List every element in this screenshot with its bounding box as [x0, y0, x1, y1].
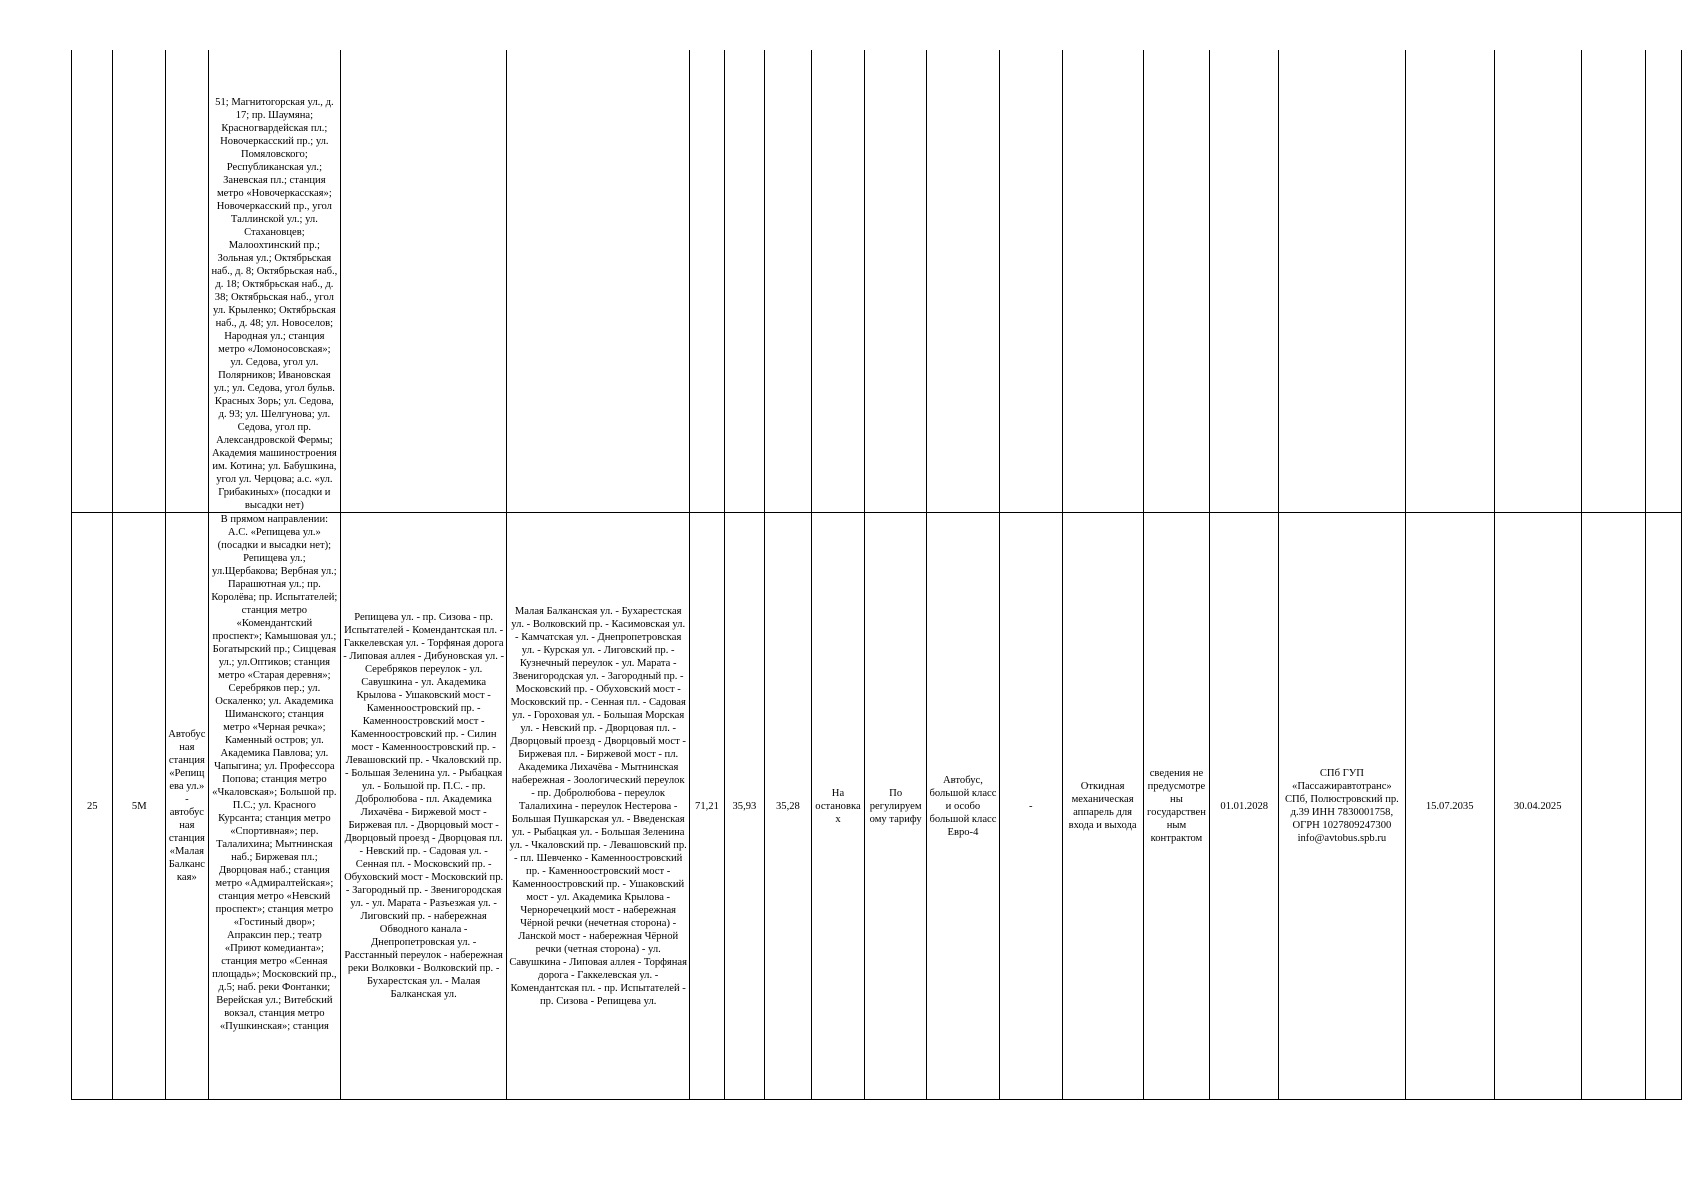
cell-equipment: Откидная механическая аппарель для входа и выхода [1062, 513, 1143, 1100]
cell-row-number: 25 [72, 513, 113, 1100]
cell-vehicle: Автобус, большой класс и особо большой класс Евро-4 [927, 513, 1000, 1100]
cell-empty [811, 50, 865, 513]
cell-empty [1062, 50, 1143, 513]
cell-date-end: 15.07.2035 [1405, 513, 1494, 1100]
cell-empty [1405, 50, 1494, 513]
cell-dash: - [999, 513, 1062, 1100]
cell-empty [1581, 50, 1646, 513]
cell-empty [1646, 50, 1682, 513]
cell-streets-reverse: Малая Балканская ул. - Бухарестская ул. - Волковский пр. - Касимовская ул. - Камчатская ул. - Днепропетровская ул. - Курская ул. - Лиговский пр. - Кузнечный переулок - ул. Марата - Звенигородская ул. - Загородный пр. - Московский пр. - Обуховский мост - Московский пр. - Сенная пл. - Садовая ул. - Гороховая ул. - Большая Морская ул. - Невский пр. - Дворцовая пл. - Дворцовый проезд - Дворцовый мост - Биржевая пл. - Биржевой мост - пл. Академика Лихачёва - Мытнинская набережная - Зоологический переулок - пр. Добролюбова - переулок Талалихина - переулок Нестерова - Большая Пушкарская ул. - Введенская ул. - Рыбацкая ул. - Большая Зеленина ул. - Чкаловский пр. - Левашовский пр. - пл. Шевченко - Каменноостровский пр. - Каменноостровский мост - Каменноостровский пр. - Ушаковский мост - ул. Академика Крылова - Черноречецкий мост - набережная Чёрной речки (нечетная сторона) - Ланской мост - набережная Чёрной речки (четная сторона) - ул. Савушкина - Липовая аллея - Торфяная дорога - Гаккелевская ул. - Комендантская пл. - пр. Испытателей - пр. Сизова - Репищева ул. [507, 513, 690, 1100]
cell-empty [1143, 50, 1210, 513]
cell-empty [927, 50, 1000, 513]
cell-route-number: 5М [113, 513, 166, 1100]
cell-contract-info: сведения не предусмотрены государственным контрактом [1143, 513, 1210, 1100]
cell-empty [507, 50, 690, 513]
cell-empty [724, 50, 764, 513]
cell-streets-forward: Репищева ул. - пр. Сизова - пр. Испытателей - Комендантская пл. - Гаккелевская ул. - Торфяная дорога - Липовая аллея - Дибуновская ул. - Серебряков переулок - ул. Савушкина - ул. Академика Крылова - Ушаковский мост - Каменноостровский пр. - Каменноостровский мост - Каменноостровский пр. - Силин мост - Каменноостровский пр. - Левашовский пр. - Чкаловский пр. - Большая Зеленина ул. - Рыбацкая ул. - Большой пр. П.С. - пр. Добролюбова - пл. Академика Лихачёва - Биржевой мост - Биржевая пл. - Дворцовый мост - Дворцовый проезд - Дворцовая пл. - Невский пр. - Садовая ул. - Сенная пл. - Московский пр. - Обуховский мост - Московский пр. - Загородный пр. - Звенигородская ул. - ул. Марата - Разъезжая ул. - Лиговский пр. - набережная Обводного канала - Днепропетровская ул. - Расстанный переулок - набережная реки Волковки - Волковский пр. - Бухарестская ул. - Малая Балканская ул. [341, 513, 507, 1100]
cell-length-reverse: 35,93 [724, 513, 764, 1100]
cell-stop-order: На остановках [811, 513, 865, 1100]
cell-empty [999, 50, 1062, 513]
cell-stops: В прямом направлении: А.С. «Репищева ул.» (посадки и высадки нет); Репищева ул.; ул.Щербакова; Вербная ул.; Парашютная ул.; пр. Королёва; пр. Испытателей; станция метро «Комендантский проспект»; Камышовая ул.; Богатырский пр.; Сиццевая ул.; ул.Оптиков; станция метро «Старая деревня»; Серебряков пер.; ул. Оскаленко; ул. Академика Шиманского; станция метро «Черная речка»; Каменный остров; ул. Академика Павлова; ул. Чапыгина; ул. Профессора Попова; станция метро «Чкаловская»; Большой пр. П.С.; ул. Красного Курсанта; станция метро «Спортивная»; пер. Талалихина; Мытнинская наб.; Биржевая пл.; Дворцовая наб.; станция метро «Адмиралтейская»; станция метро «Невский проспект»; станция метро «Гостиный двор»; Апраксин пер.; театр «Приют комедианта»; станция метро «Сенная площадь»; Московский пр., д.5; наб. реки Фонтанки; Верейская ул.; Витебский вокзал, станция метро «Пушкинская»; станция [208, 513, 341, 1100]
table-row [72, 513, 1682, 1100]
cell-date-other: 30.04.2025 [1494, 513, 1581, 1100]
cell-empty [72, 50, 113, 513]
cell-empty [765, 50, 812, 513]
cell-tariff: По регулируемому тарифу [865, 513, 927, 1100]
cell-route-name: Автобусная станция «Репищева ул.» - автобусная станция «Малая Балканская» [166, 513, 209, 1100]
cell-start-date: 01.01.2028 [1210, 513, 1279, 1100]
cell-empty [1210, 50, 1279, 513]
cell-empty [865, 50, 927, 513]
cell-empty [113, 50, 166, 513]
cell-empty [1494, 50, 1581, 513]
route-register-table [71, 50, 1682, 1100]
table-row-continued [72, 50, 1682, 513]
cell-stops-continued: 51; Магнитогорская ул., д. 17; пр. Шаумяна; Красногвардейская пл.; Новочеркасский пр.; ул. Помяловского; Республиканская ул.; Заневская пл.; станция метро «Новочеркасская»; Новочеркасский пр., угол Таллинской ул.; ул. Стахановцев; Малоохтинский пр.; Зольная ул.; Октябрьская наб., д. 8; Октябрьская наб., д. 18; Октябрьская наб., д. 38; Октябрьская наб., угол ул. Крыленко; Октябрьская наб., д. 48; ул. Новоселов; Народная ул.; станция метро «Ломоносовская»; ул. Седова, угол ул. Полярников; Ивановская ул.; ул. Седова, угол бульв. Красных Зорь; ул. Седова, д. 93; ул. Шелгунова; ул. Седова, угол пр. Александровской Фермы; Академия машиностроения им. Котина; ул. Бабушкина, угол ул. Черцова; а.с. «ул. Грибакиных» (посадки и высадки нет) [208, 50, 341, 513]
cell-empty [690, 50, 724, 513]
cell-empty [341, 50, 507, 513]
cell-empty [1279, 50, 1405, 513]
cell-empty [166, 50, 209, 513]
cell-length-3: 35,28 [765, 513, 812, 1100]
cell-length-forward: 71,21 [690, 513, 724, 1100]
cell-extra [1581, 513, 1646, 1100]
cell-empty [1646, 513, 1682, 1100]
cell-carrier: СПб ГУП «Пассажиравтотранс» СПб, Полюстровский пр. д.39 ИНН 7830001758, ОГРН 1027809247300 info@avtobus.spb.ru [1279, 513, 1405, 1100]
